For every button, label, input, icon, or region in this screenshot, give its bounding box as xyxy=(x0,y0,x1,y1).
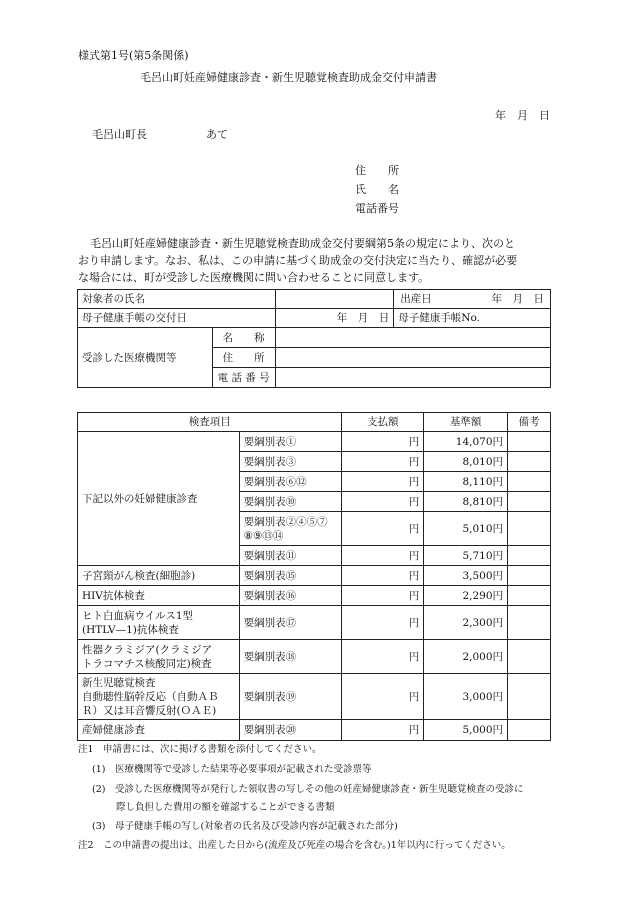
note-1-item-3: (3) 母子健康手帳の写し(対象者の氏名及び受診内容が記載された部分) xyxy=(92,821,398,832)
remarks-field[interactable] xyxy=(508,432,551,452)
paid-field[interactable]: 円 xyxy=(342,674,424,720)
row-ref: 要綱別表⑲ xyxy=(239,674,342,720)
standard-amount: 2,300円 xyxy=(424,606,508,640)
row-ref: 要綱別表⑥⑫ xyxy=(239,472,342,492)
paid-field[interactable]: 円 xyxy=(342,606,424,640)
item-label: 子宮頸がん検査(細胞診) xyxy=(78,566,240,586)
row-ref xyxy=(239,512,342,546)
statement xyxy=(78,235,517,286)
item-label-line: トラコマチス核酸同定)検査 xyxy=(82,657,212,670)
addressee: 毛呂山町長 xyxy=(92,128,147,141)
subject-name-label: 対象者の氏名 xyxy=(78,290,276,309)
info-table xyxy=(77,289,551,388)
header-paid: 支払額 xyxy=(342,413,424,432)
header-item: 検査項目 xyxy=(78,413,342,432)
standard-amount: 8,110円 xyxy=(424,472,508,492)
paid-field[interactable]: 円 xyxy=(342,452,424,472)
remarks-field[interactable] xyxy=(508,512,551,546)
paid-field[interactable]: 円 xyxy=(342,640,424,674)
remarks-field[interactable] xyxy=(508,720,551,741)
remarks-field[interactable] xyxy=(508,492,551,512)
note-2: 注2 この申請書の提出は、出産した日から(流産及び死産の場合を含む。)1年以内に行ってください。 xyxy=(78,840,511,851)
applicant-name-label: 氏 名 xyxy=(355,183,399,196)
row-ref: 要綱別表⑱ xyxy=(239,640,342,674)
note-1-item-2: (2) 受診した医療機関等が発行した領収書の写しその他の妊産婦健康診査・新生児聴覚検査の受診に xyxy=(92,784,524,795)
birth-date-cell xyxy=(394,290,551,309)
remarks-field[interactable] xyxy=(508,472,551,492)
birth-date-value[interactable]: 年 月 日 xyxy=(491,293,544,305)
remarks-field[interactable] xyxy=(508,566,551,586)
item-label xyxy=(78,674,240,720)
institution-label: 受診した医療機関等 xyxy=(78,328,213,388)
institution-phone-label: 電 話 番 号 xyxy=(212,368,275,388)
institution-address-field[interactable] xyxy=(275,348,550,368)
page-title: 毛呂山町妊産婦健康診査・新生児聴覚検査助成金交付申請書 xyxy=(140,71,437,84)
remarks-field[interactable] xyxy=(508,586,551,606)
note-1-item-2-cont: 際し負担した費用の額を確認することができる書類 xyxy=(116,802,335,813)
item-label-line: 自動聴性脳幹反応（自動ＡＢ xyxy=(82,690,219,703)
standard-amount: 5,010円 xyxy=(424,512,508,546)
standard-amount: 8,810円 xyxy=(424,492,508,512)
row-ref: 要綱別表⑩ xyxy=(239,492,342,512)
birth-date-label: 出産日 xyxy=(400,293,432,305)
remarks-field[interactable] xyxy=(508,546,551,566)
item-label-line: 性器クラミジア(クラミジア xyxy=(82,643,213,656)
item-label-line: ヒト白血病ウイルス1型 xyxy=(82,609,194,622)
paid-field[interactable]: 円 xyxy=(342,492,424,512)
handbook-date-label: 母子健康手帳の交付日 xyxy=(78,309,276,328)
paid-field[interactable]: 円 xyxy=(342,546,424,566)
note-1-item-1: (1) 医療機関等で受診した結果等必要事項が記載された受診票等 xyxy=(92,764,372,775)
row-ref-line: ⑧⑨⑬⑭ xyxy=(243,529,284,542)
paid-field[interactable]: 円 xyxy=(342,472,424,492)
header-remarks: 備考 xyxy=(508,413,551,432)
applicant-phone-label: 電話番号 xyxy=(355,202,399,215)
standard-amount: 3,500円 xyxy=(424,566,508,586)
form-number: 様式第1号(第5条関係) xyxy=(78,49,189,62)
paid-field[interactable]: 円 xyxy=(342,566,424,586)
addressee-suffix: あて xyxy=(206,128,228,141)
institution-name-field[interactable] xyxy=(275,328,550,348)
applicant-address-label: 住 所 xyxy=(355,164,399,177)
row-ref: 要綱別表③ xyxy=(239,452,342,472)
statement-line: 毛呂山町妊産婦健康診査・新生児聴覚検査助成金交付要綱第5条の規定により、次のと xyxy=(90,237,515,250)
institution-name-label: 名 称 xyxy=(212,328,275,348)
row-ref: 要綱別表⑮ xyxy=(239,566,342,586)
exam-table xyxy=(77,412,551,741)
statement-line: な場合には、町が受診した医療機関に問い合わせることに同意します。 xyxy=(78,271,430,284)
remarks-field[interactable] xyxy=(508,640,551,674)
paid-field[interactable]: 円 xyxy=(342,586,424,606)
date-line: 年 月 日 xyxy=(495,109,550,122)
subject-name-field[interactable] xyxy=(275,290,394,309)
remarks-field[interactable] xyxy=(508,606,551,640)
group-label: 下記以外の妊婦健康診査 xyxy=(78,432,240,566)
institution-phone-field[interactable] xyxy=(275,368,550,388)
header-standard: 基準額 xyxy=(424,413,508,432)
institution-address-label: 住 所 xyxy=(212,348,275,368)
item-label: HIV抗体検査 xyxy=(78,586,240,606)
standard-amount: 2,290円 xyxy=(424,586,508,606)
row-ref: 要綱別表① xyxy=(239,432,342,452)
paid-field[interactable]: 円 xyxy=(342,720,424,741)
row-ref: 要綱別表⑪ xyxy=(239,546,342,566)
standard-amount: 2,000円 xyxy=(424,640,508,674)
standard-amount: 3,000円 xyxy=(424,674,508,720)
standard-amount: 8,010円 xyxy=(424,452,508,472)
standard-amount: 14,070円 xyxy=(424,432,508,452)
standard-amount: 5,710円 xyxy=(424,546,508,566)
row-ref: 要綱別表⑰ xyxy=(239,606,342,640)
remarks-field[interactable] xyxy=(508,452,551,472)
statement-line: おり申請します。なお、私は、この申請に基づく助成金の交付決定に当たり、確認が必要 xyxy=(78,254,518,267)
item-label xyxy=(78,606,240,640)
item-label-line: (HTLV—1)抗体検査 xyxy=(82,623,179,636)
item-label: 産婦健康診査 xyxy=(78,720,240,741)
row-ref: 要綱別表⑯ xyxy=(239,586,342,606)
handbook-date-value[interactable]: 年 月 日 xyxy=(275,309,394,328)
paid-field[interactable]: 円 xyxy=(342,432,424,452)
remarks-field[interactable] xyxy=(508,674,551,720)
row-ref-line: 要綱別表②④⑤⑦ xyxy=(243,515,328,528)
row-ref: 要綱別表⑳ xyxy=(239,720,342,741)
standard-amount: 5,000円 xyxy=(424,720,508,741)
handbook-no-label: 母子健康手帳No. xyxy=(394,309,551,328)
item-label-line: 新生児聴覚検査 xyxy=(82,676,156,689)
paid-field[interactable]: 円 xyxy=(342,512,424,546)
item-label xyxy=(78,640,240,674)
note-1: 注1 申請書には、次に掲げる書類を添付してください。 xyxy=(78,744,322,755)
item-label-line: Ｒ）又は耳音響反射(ＯＡＥ) xyxy=(82,704,217,717)
